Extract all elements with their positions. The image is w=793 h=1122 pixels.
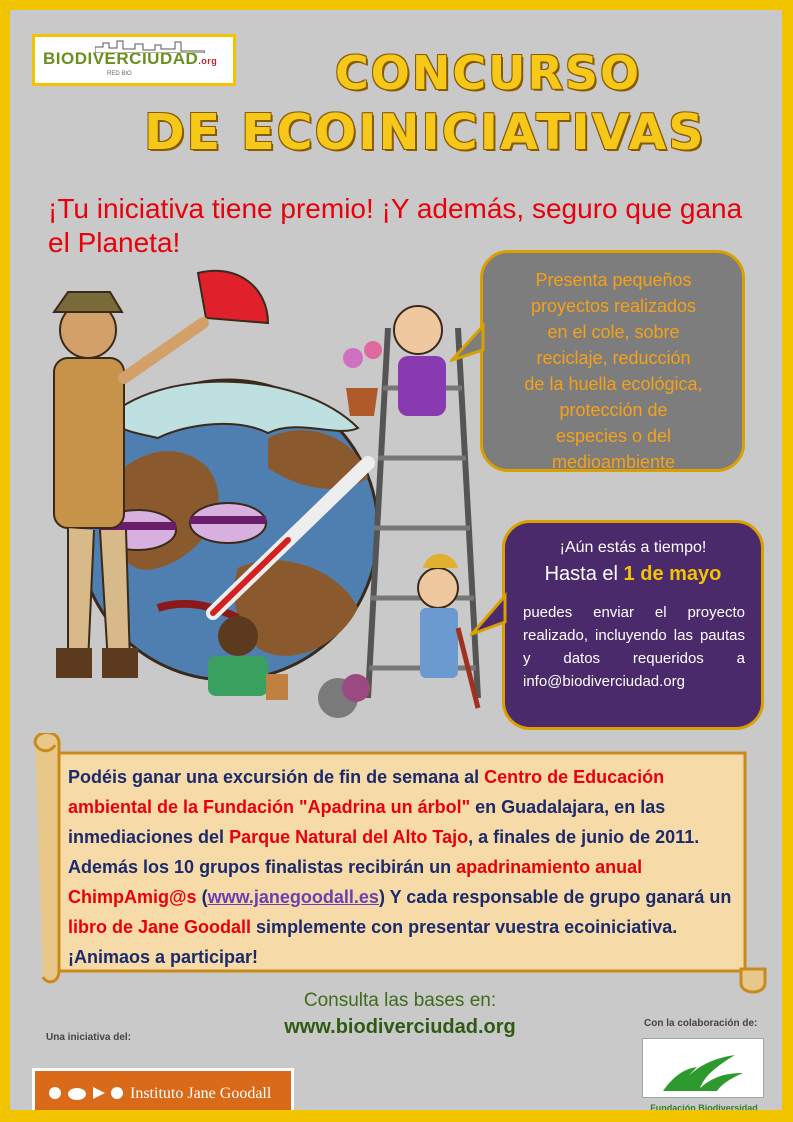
bubble2-tail (470, 590, 508, 640)
jane-goodall-logo[interactable] (32, 1068, 294, 1110)
poster (10, 10, 782, 1110)
prize-description: Podéis ganar una excursión de fin de semana al Centro de Educación ambiental de la Fundación "Apadrina un árbol" en Guadalajara, en las inmediaciones del Parque Natural del Alto Tajo, a finales de junio de 2011. Además los 10 grupos finalistas recibirán un apadrinamiento anual ChimpAmig@s (www.janegoodall.es) Y cada responsable de grupo ganará un libro de Jane Goodall simplemente con presentar vuestra ecoiniciativa. ¡Animaos a participar! (68, 767, 732, 967)
fundacion-biodiversidad-name: Fundación Biodiversidad (650, 1103, 758, 1110)
jane-goodall-name: Instituto Jane Goodall (130, 1085, 272, 1102)
janegoodall-link[interactable]: www.janegoodall.es (207, 887, 379, 907)
deadline-speech-bubble (502, 520, 764, 730)
logo-text: BIODIVERCIUDAD.org (43, 49, 218, 68)
logo-subtitle: RED BIO (107, 71, 132, 77)
biodiverciudad-logo[interactable] (32, 34, 236, 86)
title-line-1: CONCURSO (335, 46, 642, 100)
headline: ¡Tu iniciativa tiene premio! ¡Y además, seguro que gana el Planeta! (48, 193, 743, 258)
initiative-label: Una iniciativa del: (46, 1032, 132, 1043)
collaboration-label: Con la colaboración de: (644, 1018, 758, 1029)
deadline-intro: ¡Aún estás a tiempo! (559, 539, 707, 556)
fundacion-biodiversidad-logo[interactable] (642, 1038, 764, 1098)
deadline-body: puedes enviar el proyecto realizado, incluyendo las pautas y datos requeridos a info@biodiverciudad.org (523, 604, 745, 690)
animals-icon (47, 1083, 125, 1103)
projects-text: Presenta pequeños proyectos realizados en el cole, sobre reciclaje, reducción de la huella ecológica, protección de especies o del medioambiente (524, 270, 703, 472)
website-link[interactable]: www.biodiverciudad.org (284, 1016, 516, 1038)
title-line-2: DE ECOINICIATIVAS (144, 104, 706, 161)
jane-goodall-logo-bg (35, 1071, 291, 1110)
bubble1-tail (450, 320, 486, 370)
deadline-date-line: Hasta el 1 de mayo (544, 563, 722, 585)
projects-speech-bubble (480, 250, 745, 472)
grass-icon (663, 1047, 743, 1091)
earth-illustration (38, 268, 488, 728)
consult-label: Consulta las bases en: (303, 990, 497, 1011)
